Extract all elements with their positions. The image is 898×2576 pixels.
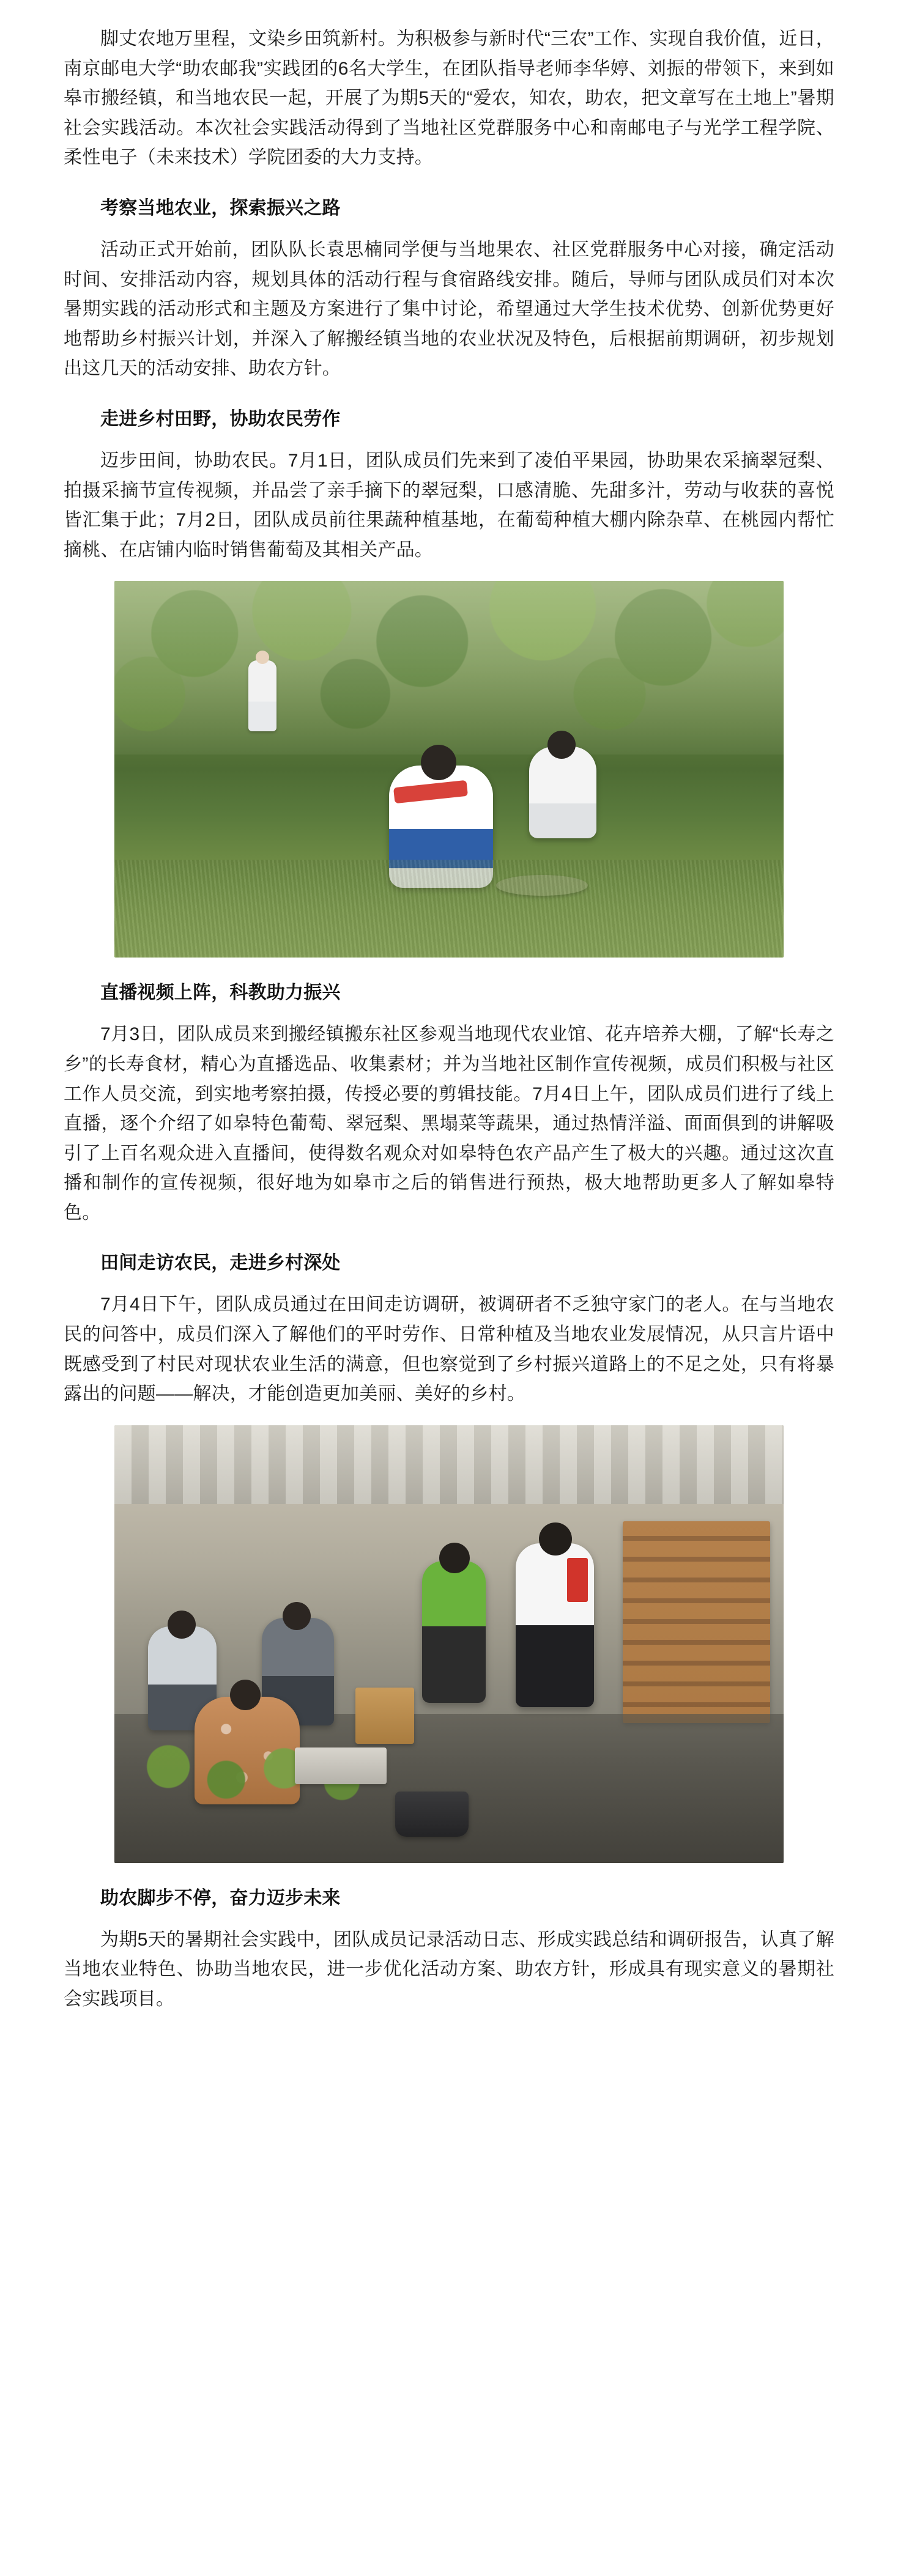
paragraph-village-visit: 7月4日下午，团队成员通过在田间走访调研，被调研者不乏独守家门的老人。在与当地农民的问答中，成员们深入了解他们的平时劳作、日常种植及当地农业发展情况，从只言片语中既感受到了村民对现状农业生活的满意，但也察觉到了乡村振兴道路上的不足之处，只有将暴露出的问题——解决，才能创造更加美丽、美好的乡村。 xyxy=(64,1294,834,1404)
stacked-crates xyxy=(623,1521,770,1722)
photo-village-interview xyxy=(114,1425,784,1863)
section-heading-village-visit: 田间走访农民，走进乡村深处 xyxy=(100,1253,341,1274)
person-standing-background xyxy=(248,660,276,731)
greenhouse-canopy-light xyxy=(114,581,784,754)
student-in-green-shirt xyxy=(422,1561,486,1703)
black-bucket xyxy=(395,1792,469,1837)
shed-roof xyxy=(114,1425,784,1504)
section-heading-field-work: 走进乡村田野，协助农民劳作 xyxy=(100,408,341,429)
student-in-white-shirt xyxy=(516,1543,594,1707)
section-heading-future: 助农脚步不停，奋力迈步未来 xyxy=(100,1888,341,1908)
person-kneeling-right xyxy=(529,747,596,838)
seedling-tray xyxy=(295,1747,387,1784)
section-heading-livestream: 直播视频上阵，科教助力振兴 xyxy=(100,983,341,1003)
paragraph-intro: 脚丈农地万里程，文染乡田筑新村。为积极参与新时代“三农”工作、实现自我价值，近日，南京邮电大学“助农邮我”实践团的6名大学生，在团队指导老师李华婷、刘振的带领下，来到如皋市搬经镇，和当地农民一起，开展了为期5天的“爱农，知农，助农，把文章写在土地上”暑期社会实践活动。本次社会实践活动得到了当地社区党群服务中心和南邮电子与光学工程学院、柔性电子（未来技术）学院团委的大力支持。 xyxy=(64,29,834,168)
paragraph-field-work: 迈步田间，协助农民。7月1日，团队成员们先来到了凌伯平果园，协助果农采摘翠冠梨、拍摄采摘节宣传视频，并品尝了亲手摘下的翠冠梨，口感清脆、先甜多汁，劳动与收获的喜悦皆汇集于此；7月2日，团队成员前往果蔬种植基地，在葡萄种植大棚内除杂草、在桃园内帮忙摘桃、在店铺内临时销售葡萄及其相关产品。 xyxy=(64,450,834,560)
figure-village-interview xyxy=(64,1425,834,1863)
paragraph-future: 为期5天的暑期社会实践中，团队成员记录活动日志、形成实践总结和调研报告，认真了解当地农业特色、协助当地农民，进一步优化活动方案、助农方针，形成具有现实意义的暑期社会实践项目。 xyxy=(64,1929,834,2010)
photo-greenhouse-pear-orchard xyxy=(114,581,784,958)
figure-greenhouse xyxy=(64,581,834,958)
paragraph-survey-agriculture: 活动正式开始前，团队队长袁思楠同学便与当地果农、社区党群服务中心对接，确定活动时间、安排活动内容，规划具体的活动行程与食宿路线安排。随后，导师与团队成员们对本次暑期实践的活动形式和主题及方案进行了集中讨论，希望通过大学生技术优势、创新优势更好地帮助乡村振兴计划，并深入了解搬经镇当地的农业状况及特色，后根据前期调研，初步规划出这几天的活动安排、助农方针。 xyxy=(64,239,834,379)
orchard-ground xyxy=(114,860,784,958)
article-body xyxy=(64,24,834,2015)
section-heading-survey-agriculture: 考察当地农业，探索振兴之路 xyxy=(100,197,341,218)
paragraph-livestream: 7月3日，团队成员来到搬经镇搬东社区参观当地现代农业馆、花卉培养大棚，了解“长寿之乡”的长寿食材，精心为直播选品、收集素材；并为当地社区制作宣传视频，成员们积极与社区工作人员交流，到实地考察拍摄，传授必要的剪辑技能。7月4日上午，团队成员们进行了线上直播，逐个介绍了如皋特色葡萄、翠冠梨、黑塌菜等蔬果，通过热情洋溢、面面俱到的讲解吸引了上百名观众进入直播间，使得数名观众对如皋特色农产品产生了极大的兴趣。通过这次直播和制作的宣传视频，很好地为如皋市之后的销售进行预热，极大地帮助更多人了解如皋特色。 xyxy=(64,1024,834,1223)
